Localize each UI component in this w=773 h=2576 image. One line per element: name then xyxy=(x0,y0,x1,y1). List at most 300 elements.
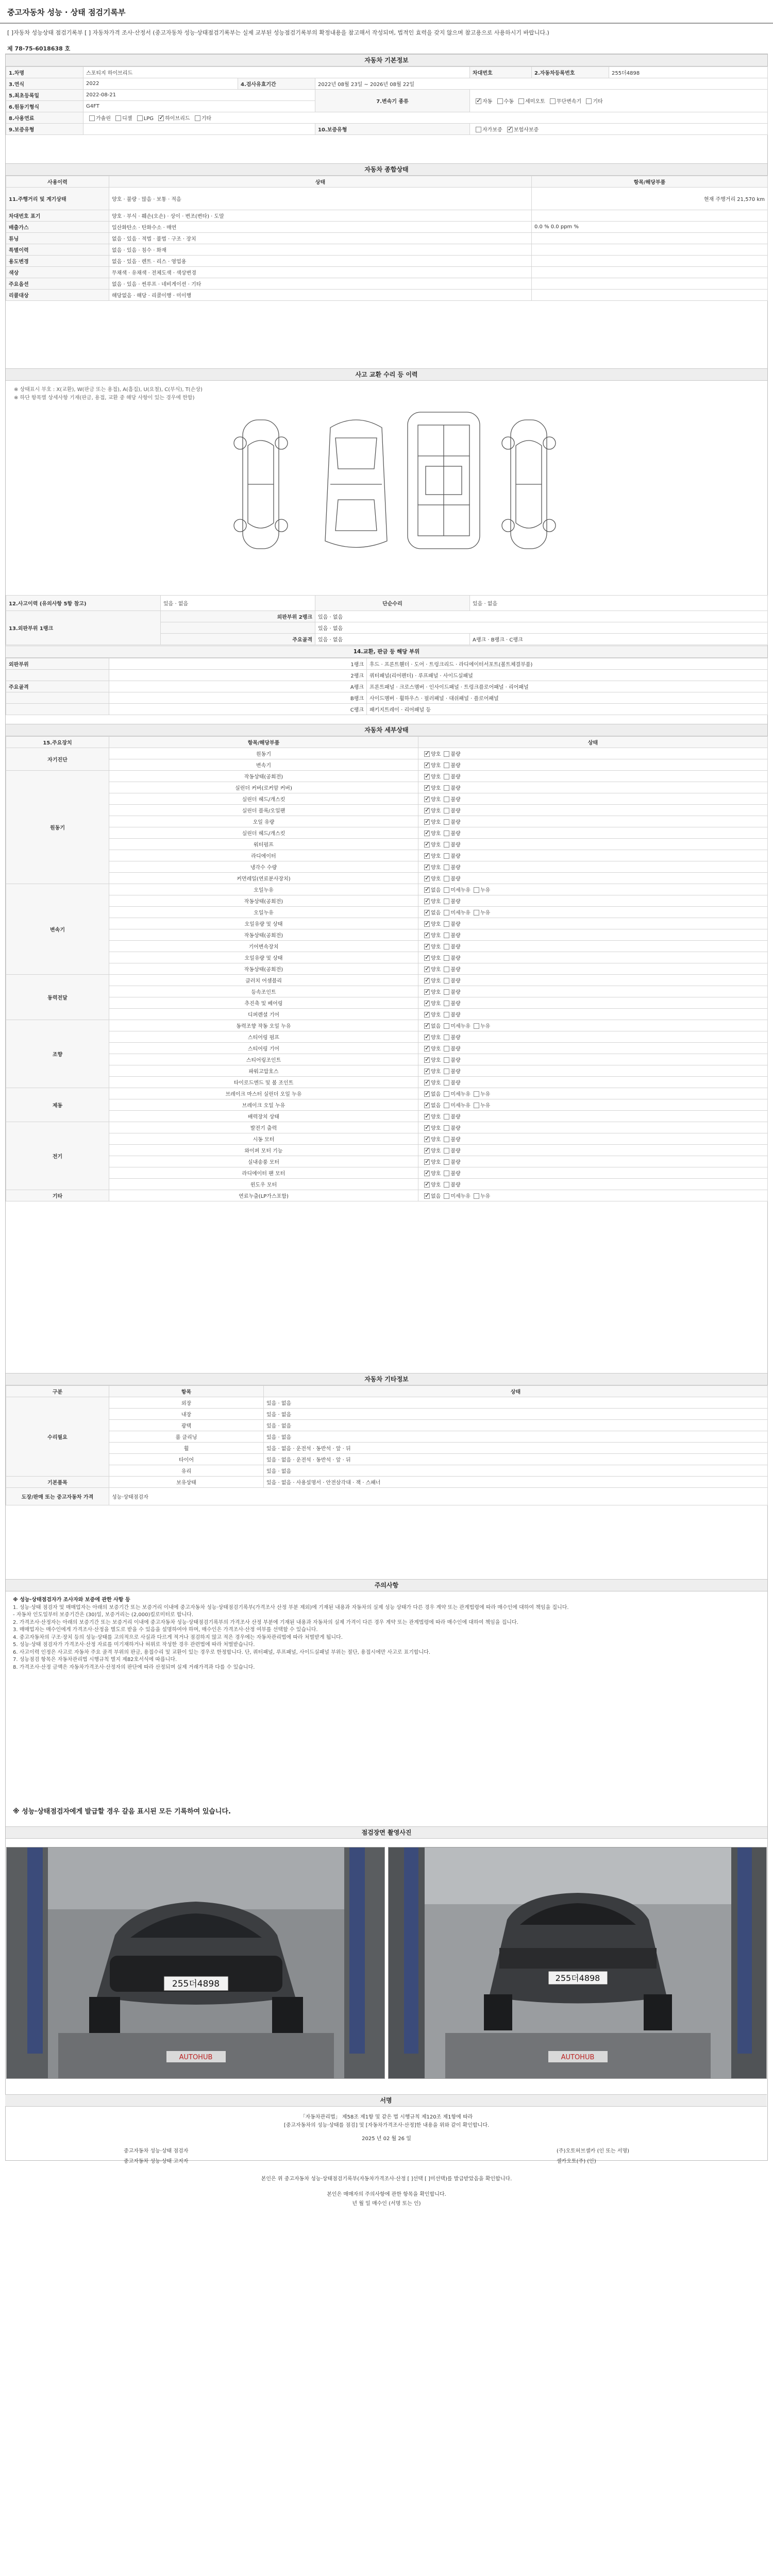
detail-item: 변속기 xyxy=(109,759,418,771)
detail-row xyxy=(6,1054,768,1065)
detail-row xyxy=(6,952,768,963)
detail-checkbox[interactable] xyxy=(444,1035,449,1040)
detail-option-label: 양호 xyxy=(431,1035,441,1041)
section-detail: 자동차 세부상태 xyxy=(6,724,767,736)
detail-checkbox[interactable] xyxy=(424,876,430,882)
detail-checkbox[interactable] xyxy=(424,1193,430,1199)
detail-checkbox[interactable] xyxy=(424,1103,430,1108)
detail-checkbox[interactable] xyxy=(444,1125,449,1131)
detail-option-label: 불량 xyxy=(450,876,461,882)
detail-row xyxy=(6,782,768,793)
accident-table xyxy=(6,595,768,645)
detail-option-label: 불량 xyxy=(450,842,461,848)
detail-checkbox[interactable] xyxy=(444,796,449,802)
detail-item: 스티어링 펌프 xyxy=(109,1031,418,1043)
detail-checkbox[interactable] xyxy=(474,1091,479,1097)
detail-checkbox[interactable] xyxy=(424,1023,430,1029)
detail-row xyxy=(6,941,768,952)
detail-checkbox[interactable] xyxy=(444,978,449,984)
overall-row-state: 없음 · 있음 · 썬루프 · 네비게이션 · 기타 xyxy=(109,278,532,290)
detail-option-label: 불량 xyxy=(450,1114,461,1120)
detail-checkbox[interactable] xyxy=(444,1182,449,1188)
detail-group-name: 동력전달 xyxy=(6,975,109,1020)
detail-checkbox[interactable] xyxy=(474,1023,479,1029)
detail-option-label: 없음 xyxy=(431,1103,441,1109)
other-info-table xyxy=(6,1385,768,1505)
overall-row-state: 해당없음 · 해당 · 리콜이행 · 미이행 xyxy=(109,290,532,301)
detail-checkbox[interactable] xyxy=(424,1148,430,1154)
parts-header: 14.교환, 판금 등 해당 부위 xyxy=(6,646,767,658)
detail-table xyxy=(6,736,768,1201)
detail-item: 오일유량 및 상태 xyxy=(109,918,418,929)
detail-state xyxy=(418,850,768,861)
detail-checkbox[interactable] xyxy=(444,865,449,870)
overall-row-label: 11.주행거리 및 계기상태 xyxy=(6,188,109,210)
detail-group-name: 자기진단 xyxy=(6,748,109,771)
detail-checkbox[interactable] xyxy=(444,955,449,961)
value-first-reg: 2022-08-21 xyxy=(83,90,315,101)
detail-checkbox[interactable] xyxy=(444,774,449,779)
label-fuel: 8.사용연료 xyxy=(6,112,83,124)
sign-date: 2025 년 02 월 26 일 xyxy=(362,2136,411,2142)
detail-checkbox[interactable] xyxy=(424,842,430,848)
value-engine: G4FT xyxy=(83,101,315,112)
detail-row xyxy=(6,1190,768,1201)
photo-rear xyxy=(388,1847,767,2079)
checkbox-diesel[interactable] xyxy=(115,115,121,121)
detail-checkbox[interactable] xyxy=(424,796,430,802)
detail-checkbox[interactable] xyxy=(424,989,430,995)
detail-checkbox[interactable] xyxy=(424,1125,430,1131)
detail-option-label: 양호 xyxy=(431,786,441,791)
detail-option-label: 불량 xyxy=(450,990,461,995)
checkbox-self-warranty[interactable] xyxy=(476,127,481,132)
detail-state xyxy=(418,827,768,839)
parts-rank: A랭크 xyxy=(109,681,367,692)
owner-label: 도장/판매 또는 중고자동차 가격 xyxy=(6,1488,109,1505)
detail-option-label: 불량 xyxy=(450,1080,461,1086)
detail-checkbox[interactable] xyxy=(474,887,479,893)
detail-option-label: 양호 xyxy=(431,944,441,950)
detail-checkbox[interactable] xyxy=(424,933,430,938)
detail-option-label: 양호 xyxy=(431,1069,441,1075)
detail-checkbox[interactable] xyxy=(444,831,449,836)
parts-list: 패키지트레이 · 리어패널 등 xyxy=(367,704,768,715)
label-year: 3.연식 xyxy=(6,78,83,90)
detail-checkbox[interactable] xyxy=(424,921,430,927)
detail-checkbox[interactable] xyxy=(444,1171,449,1176)
detail-checkbox[interactable] xyxy=(424,1012,430,1018)
detail-option-label: 양호 xyxy=(431,763,441,769)
checkbox-manual[interactable] xyxy=(497,98,503,104)
detail-checkbox[interactable] xyxy=(444,1057,449,1063)
parts-group xyxy=(6,704,109,715)
notice-line: 1. 성능·상태 점검자 및 매매업자는 아래의 보증기간 또는 보증거리 이내에 중고자동차 성능·상태점검기록부(가격조사 산정 부분 제외)에 기재된 내용과 자동차의 실제 성능 상태가 다른 경우 계약 또는 관계법령에 따라 매수인에 대하여 책임을 집니다. xyxy=(13,1604,569,1611)
detail-state xyxy=(418,1111,768,1122)
overall-row-state: 없음 · 있음 · 적법 · 불법 · 구조 · 장치 xyxy=(109,233,532,244)
detail-checkbox[interactable] xyxy=(444,1023,449,1029)
detail-item: 파워고압호스 xyxy=(109,1065,418,1077)
detail-option-label: 누유 xyxy=(480,1103,491,1109)
section-photos: 점검장면 촬영사진 xyxy=(6,1826,767,1839)
parts-list: 프론트패널 · 크로스멤버 · 인사이드패널 · 트렁크플로어패널 · 리어패널 xyxy=(367,681,768,692)
detail-checkbox[interactable] xyxy=(444,1103,449,1108)
overall-row-state: 일산화탄소 · 탄화수소 · 매연 xyxy=(109,222,532,233)
checkbox-cvt[interactable] xyxy=(550,98,556,104)
checkbox-lpg[interactable] xyxy=(137,115,143,121)
detail-option-label: 양호 xyxy=(431,1080,441,1086)
detail-row xyxy=(6,1111,768,1122)
pricer-value: 셀카오토(주) (인) xyxy=(557,2159,596,2164)
other-item: 타이어 xyxy=(109,1454,264,1465)
detail-checkbox[interactable] xyxy=(424,1046,430,1052)
detail-state xyxy=(418,873,768,884)
detail-option-label: 양호 xyxy=(431,1148,441,1154)
detail-state xyxy=(418,816,768,827)
overall-row-item xyxy=(532,267,768,278)
detail-checkbox[interactable] xyxy=(424,762,430,768)
detail-option-label: 누유 xyxy=(480,1194,491,1199)
detail-checkbox[interactable] xyxy=(444,944,449,950)
checkbox-semi[interactable] xyxy=(518,98,524,104)
detail-checkbox[interactable] xyxy=(444,967,449,972)
section-accident: 사고 교환 수리 등 이력 xyxy=(6,368,767,381)
detail-checkbox[interactable] xyxy=(424,1057,430,1063)
detail-row xyxy=(6,1088,768,1099)
detail-option-label: 불량 xyxy=(450,763,461,769)
detail-checkbox[interactable] xyxy=(444,1159,449,1165)
value-car-name: 스포티지 하이브리드 xyxy=(83,67,470,78)
overall-row-label: 용도변경 xyxy=(6,256,109,267)
detail-row xyxy=(6,975,768,986)
opt-cvt: 무단변속기 xyxy=(556,99,582,105)
checkbox-auto[interactable] xyxy=(476,98,481,104)
detail-checkbox[interactable] xyxy=(444,910,449,916)
detail-checkbox[interactable] xyxy=(424,910,430,916)
detail-state xyxy=(418,963,768,975)
label-car-name: 1.차명 xyxy=(6,67,83,78)
detail-item: 오일누유 xyxy=(109,907,418,918)
overall-row-label: 색상 xyxy=(6,267,109,278)
opt-lpg: LPG xyxy=(143,116,154,122)
detail-state xyxy=(418,1099,768,1111)
detail-option-label: 양호 xyxy=(431,808,441,814)
opt-manual: 수동 xyxy=(503,99,514,105)
detail-state xyxy=(418,952,768,963)
detail-checkbox[interactable] xyxy=(444,899,449,904)
other-state: 있음 · 없음 · 사용설명서 · 안전삼각대 · 잭 · 스패너 xyxy=(264,1477,768,1488)
detail-checkbox[interactable] xyxy=(474,910,479,916)
detail-checkbox[interactable] xyxy=(444,1001,449,1006)
detail-checkbox[interactable] xyxy=(424,819,430,825)
detail-option-label: 양호 xyxy=(431,922,441,927)
detail-option-label: 미세누유 xyxy=(450,1194,470,1199)
detail-checkbox[interactable] xyxy=(444,808,449,814)
detail-checkbox[interactable] xyxy=(424,887,430,893)
detail-option-label: 불량 xyxy=(450,1001,461,1007)
detail-option-label: 양호 xyxy=(431,820,441,825)
detail-checkbox[interactable] xyxy=(424,853,430,859)
notice-line: 5. 성능·상태 점검자가 가격조사·산정 자료를 미기재하거나 허위로 작성한 경우 관련법에 따라 처벌받습니다. xyxy=(13,1642,255,1648)
other-state: 있음 · 없음 · 운전석 · 동반석 · 앞 · 뒤 xyxy=(264,1454,768,1465)
detail-checkbox[interactable] xyxy=(444,1046,449,1052)
detail-option-label: 불량 xyxy=(450,1137,461,1143)
detail-item: 작동상태(공회전) xyxy=(109,771,418,782)
parts-table xyxy=(6,658,768,715)
detail-checkbox[interactable] xyxy=(424,899,430,904)
detail-option-label: 미세누유 xyxy=(450,1024,470,1029)
opt-insurer-warranty: 보험사보증 xyxy=(513,127,539,133)
detail-option-label: 없음 xyxy=(431,1194,441,1199)
parts-list: 쿼터패널(리어펜더) · 루프패널 · 사이드실패널 xyxy=(367,670,768,681)
overall-header-usage: 사용이력 xyxy=(6,176,109,188)
detail-state xyxy=(418,1133,768,1145)
opt-fuel-other: 기타 xyxy=(201,116,212,122)
detail-checkbox[interactable] xyxy=(444,1148,449,1154)
label-inspection-period: 4.검사유효기간 xyxy=(238,78,315,90)
value-plate: 255더4898 xyxy=(609,67,768,78)
overall-row-item xyxy=(532,256,768,267)
other-state: 있음 · 없음 xyxy=(264,1397,768,1409)
detail-state xyxy=(418,997,768,1009)
detail-option-label: 양호 xyxy=(431,1171,441,1177)
detail-item: 디퍼렌셜 기어 xyxy=(109,1009,418,1020)
detail-checkbox[interactable] xyxy=(444,762,449,768)
other-header-item: 항목 xyxy=(109,1386,264,1397)
outer-rank2-state: 있음 · 없음 xyxy=(315,622,768,634)
detail-checkbox[interactable] xyxy=(474,1103,479,1108)
detail-state xyxy=(418,805,768,816)
detail-state xyxy=(418,1031,768,1043)
svg-text:AUTOHUB: AUTOHUB xyxy=(561,2054,595,2061)
detail-checkbox[interactable] xyxy=(444,1012,449,1018)
outer-rank1-label: 13.외판부위 1랭크 xyxy=(6,611,161,645)
detail-checkbox[interactable] xyxy=(424,944,430,950)
detail-state xyxy=(418,941,768,952)
detail-checkbox[interactable] xyxy=(444,1193,449,1199)
overall-table xyxy=(6,176,768,301)
detail-state xyxy=(418,1077,768,1088)
buyer-signature: 년 월 일 매수인 (서명 또는 인) xyxy=(352,2201,421,2207)
accident-legend-2: ※ 하단 항목별 상세사항 기재(판금, 용접, 교환 중 해당 사항이 있는 경우에 한함) xyxy=(14,395,195,401)
detail-option-label: 양호 xyxy=(431,876,441,882)
detail-checkbox[interactable] xyxy=(424,1114,430,1120)
detail-item: 작동상태(공회전) xyxy=(109,895,418,907)
detail-item: 작동상태(공회전) xyxy=(109,929,418,941)
inspector-value: (주)오토허브셀카 (인 또는 서명) xyxy=(557,2148,630,2154)
overall-row-state: 없음 · 있음 · 렌트 · 리스 · 영업용 xyxy=(109,256,532,267)
detail-option-label: 양호 xyxy=(431,1137,441,1143)
pricer-label: 중고자동차 성능·상태 고지자 xyxy=(124,2159,189,2164)
overall-row-state: 무채색 · 유채색 · 전체도색 · 색상변경 xyxy=(109,267,532,278)
detail-item: 와이퍼 모터 기능 xyxy=(109,1145,418,1156)
detail-option-label: 불량 xyxy=(450,1069,461,1075)
detail-checkbox[interactable] xyxy=(424,774,430,779)
detail-checkbox[interactable] xyxy=(444,751,449,757)
section-sign: 서명 xyxy=(5,2094,767,2107)
detail-row xyxy=(6,1122,768,1133)
detail-checkbox[interactable] xyxy=(444,785,449,791)
detail-row xyxy=(6,1077,768,1088)
label-transmission: 7.변속기 종류 xyxy=(315,90,470,112)
detail-checkbox[interactable] xyxy=(444,876,449,882)
detail-checkbox[interactable] xyxy=(424,1159,430,1165)
detail-row xyxy=(6,1133,768,1145)
detail-row xyxy=(6,861,768,873)
detail-checkbox[interactable] xyxy=(424,967,430,972)
detail-row xyxy=(6,793,768,805)
detail-checkbox[interactable] xyxy=(424,1091,430,1097)
detail-option-label: 양호 xyxy=(431,854,441,859)
section-basic-info: 자동차 기본정보 xyxy=(6,54,767,66)
detail-row xyxy=(6,997,768,1009)
label-plate: 2.자동차등록번호 xyxy=(532,67,609,78)
detail-item: 스티어링조인트 xyxy=(109,1054,418,1065)
detail-row xyxy=(6,1145,768,1156)
parts-group: 외판부위 xyxy=(6,658,109,670)
detail-state xyxy=(418,1065,768,1077)
detail-checkbox[interactable] xyxy=(444,1080,449,1086)
detail-option-label: 양호 xyxy=(431,933,441,939)
detail-option-label: 양호 xyxy=(431,990,441,995)
overall-row-label: 차대번호 표기 xyxy=(6,210,109,222)
detail-state xyxy=(418,907,768,918)
detail-checkbox[interactable] xyxy=(424,1069,430,1074)
detail-item: 실린더 헤드/개스킷 xyxy=(109,793,418,805)
car-frame-view xyxy=(408,412,480,549)
detail-option-label: 양호 xyxy=(431,1058,441,1063)
detail-item: 워터펌프 xyxy=(109,839,418,850)
detail-item: 등속조인트 xyxy=(109,986,418,997)
detail-option-label: 불량 xyxy=(450,967,461,973)
detail-option-label: 불량 xyxy=(450,774,461,780)
car-top-front-view xyxy=(325,420,387,548)
detail-checkbox[interactable] xyxy=(444,819,449,825)
overall-row-item: 0.0 % 0.0 ppm % xyxy=(532,222,768,233)
detail-checkbox[interactable] xyxy=(444,853,449,859)
checkbox-fuel-other[interactable] xyxy=(195,115,200,121)
detail-option-label: 양호 xyxy=(431,842,441,848)
detail-checkbox[interactable] xyxy=(424,1080,430,1086)
detail-option-label: 불량 xyxy=(450,854,461,859)
detail-checkbox[interactable] xyxy=(444,887,449,893)
inspection-form xyxy=(5,54,768,2161)
detail-item: 추진축 및 베어링 xyxy=(109,997,418,1009)
detail-checkbox[interactable] xyxy=(424,1035,430,1040)
detail-option-label: 불량 xyxy=(450,899,461,905)
label-first-reg: 5.최초등록일 xyxy=(6,90,83,101)
detail-checkbox[interactable] xyxy=(444,842,449,848)
overall-row-label: 특별이력 xyxy=(6,244,109,256)
detail-checkbox[interactable] xyxy=(444,921,449,927)
other-group-basic: 기본품목 xyxy=(6,1477,109,1488)
detail-checkbox[interactable] xyxy=(444,1069,449,1074)
detail-option-label: 불량 xyxy=(450,1171,461,1177)
checkbox-trans-other[interactable] xyxy=(586,98,592,104)
detail-row xyxy=(6,1020,768,1031)
vehicle-diagram xyxy=(6,404,767,559)
detail-checkbox[interactable] xyxy=(424,955,430,961)
parts-group: 주요골격 xyxy=(6,681,109,692)
detail-checkbox[interactable] xyxy=(424,785,430,791)
page-header xyxy=(0,0,773,24)
outer-rank1-state: 있음 · 없음 xyxy=(315,611,768,622)
detail-item: 클러치 어셈블리 xyxy=(109,975,418,986)
section-overall: 자동차 종합상태 xyxy=(6,163,767,176)
detail-checkbox[interactable] xyxy=(444,933,449,938)
detail-state xyxy=(418,1043,768,1054)
detail-option-label: 양호 xyxy=(431,865,441,871)
detail-checkbox[interactable] xyxy=(424,831,430,836)
detail-checkbox[interactable] xyxy=(424,1137,430,1142)
detail-item: 연료누출(LP가스포함) xyxy=(109,1190,418,1201)
detail-checkbox[interactable] xyxy=(424,1001,430,1006)
detail-option-label: 양호 xyxy=(431,899,441,905)
detail-item: 냉각수 수량 xyxy=(109,861,418,873)
other-header-group: 구분 xyxy=(6,1386,109,1397)
detail-state xyxy=(418,1167,768,1179)
detail-state xyxy=(418,1156,768,1167)
detail-item: 실린더 헤드/개스킷 xyxy=(109,827,418,839)
detail-checkbox[interactable] xyxy=(424,978,430,984)
other-item: 외장 xyxy=(109,1397,264,1409)
checkbox-hybrid[interactable] xyxy=(158,115,164,121)
checkbox-insurer-warranty[interactable] xyxy=(507,127,513,132)
other-header-state: 상태 xyxy=(264,1386,768,1397)
detail-item: 라디에이터 xyxy=(109,850,418,861)
detail-row xyxy=(6,963,768,975)
detail-item: 동력조향 작동 오일 누유 xyxy=(109,1020,418,1031)
detail-option-label: 양호 xyxy=(431,1046,441,1052)
checkbox-gasoline[interactable] xyxy=(89,115,95,121)
detail-option-label: 양호 xyxy=(431,797,441,803)
detail-checkbox[interactable] xyxy=(424,1171,430,1176)
detail-option-label: 양호 xyxy=(431,1001,441,1007)
detail-state xyxy=(418,895,768,907)
detail-option-label: 양호 xyxy=(431,831,441,837)
detail-option-label: 불량 xyxy=(450,831,461,837)
detail-item: 브레이크 오일 누유 xyxy=(109,1099,418,1111)
detail-row xyxy=(6,918,768,929)
overall-row-state: 없음 · 있음 · 침수 · 화재 xyxy=(109,244,532,256)
detail-option-label: 불량 xyxy=(450,956,461,961)
detail-checkbox[interactable] xyxy=(444,1137,449,1142)
overall-row-item xyxy=(532,278,768,290)
detail-state xyxy=(418,1088,768,1099)
detail-option-label: 불량 xyxy=(450,1035,461,1041)
detail-option-label: 불량 xyxy=(450,933,461,939)
detail-checkbox[interactable] xyxy=(424,1182,430,1188)
accident-legend-1: ※ 상태표시 부호 : X(교환), W(판금 또는 용접), A(흠집), U(요철), C(부식), T(손상) xyxy=(14,387,203,393)
detail-row xyxy=(6,1065,768,1077)
detail-checkbox[interactable] xyxy=(444,989,449,995)
sign-law-line: 「자동차관리법」 제58조 제1항 및 같은 법 시행규칙 제120조 제1항에 따라 xyxy=(300,2114,473,2120)
detail-checkbox[interactable] xyxy=(424,751,430,757)
other-group-repair: 수리필요 xyxy=(6,1397,109,1477)
detail-group-name: 기타 xyxy=(6,1190,109,1201)
detail-option-label: 불량 xyxy=(450,944,461,950)
detail-checkbox[interactable] xyxy=(474,1193,479,1199)
detail-checkbox[interactable] xyxy=(444,1114,449,1120)
detail-option-label: 미세누유 xyxy=(450,1092,470,1097)
car-right-view xyxy=(502,420,556,549)
detail-row xyxy=(6,929,768,941)
detail-checkbox[interactable] xyxy=(424,808,430,814)
detail-row xyxy=(6,805,768,816)
detail-checkbox[interactable] xyxy=(424,865,430,870)
detail-checkbox[interactable] xyxy=(444,1091,449,1097)
detail-group-name: 변속기 xyxy=(6,884,109,975)
